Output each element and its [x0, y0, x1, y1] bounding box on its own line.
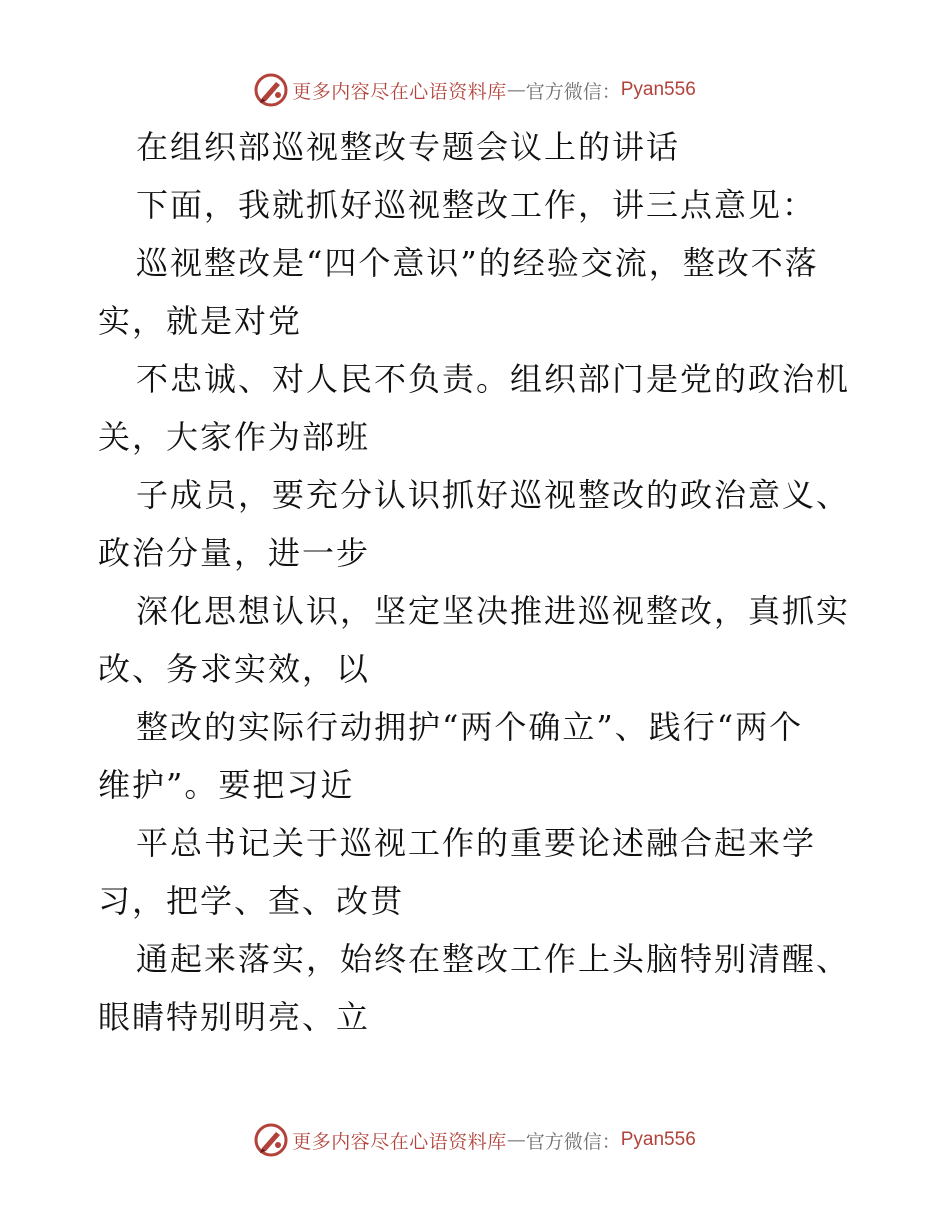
document-line: 平总书记关于巡视工作的重要论述融合起来学 — [136, 824, 817, 862]
document-line: 下面，我就抓好巡视整改工作，讲三点意见： — [136, 186, 817, 224]
document-line: 在组织部巡视整改专题会议上的讲话 — [136, 128, 681, 166]
document-line: 习，把学、查、改贯 — [98, 882, 405, 920]
footer-site-text: 更多内容尽在心语资料库 — [292, 1130, 507, 1153]
document-line: 维护”。要把习近 — [98, 766, 355, 804]
document-line: 不忠诚、对人民不负责。组织部门是党的政治机 — [136, 360, 851, 398]
document-line: 眼睛特别明亮、立 — [98, 998, 371, 1036]
document-body — [98, 118, 858, 1046]
document-line: 实，就是对党 — [98, 302, 303, 340]
document-line: 整改的实际行动拥护“两个确立”、践行“两个 — [136, 708, 804, 746]
footer-contact-label: 官方微信： — [525, 1130, 621, 1153]
document-line: 改、务求实效，以 — [98, 650, 371, 688]
header-contact-id: Pyan556 — [620, 79, 696, 100]
pen-logo-icon — [254, 1123, 288, 1157]
header-banner — [0, 70, 950, 110]
document-line: 关，大家作为部班 — [98, 418, 371, 456]
footer-separator: — — [506, 1129, 526, 1151]
pen-logo-icon — [254, 73, 288, 107]
header-separator: — — [506, 79, 526, 101]
document-line: 子成员，要充分认识抓好巡视整改的政治意义、 — [136, 476, 851, 514]
document-line: 通起来落实，始终在整改工作上头脑特别清醒、 — [136, 940, 851, 978]
document-line: 政治分量，进一步 — [98, 534, 371, 572]
footer-banner — [0, 1120, 950, 1160]
footer-contact-id: Pyan556 — [620, 1129, 696, 1150]
document-line: 深化思想认识，坚定坚决推进巡视整改，真抓实 — [136, 592, 851, 630]
header-site-text: 更多内容尽在心语资料库 — [292, 80, 507, 103]
document-line: 巡视整改是“四个意识”的经验交流，整改不落 — [136, 244, 819, 282]
header-contact-label: 官方微信： — [525, 80, 621, 103]
